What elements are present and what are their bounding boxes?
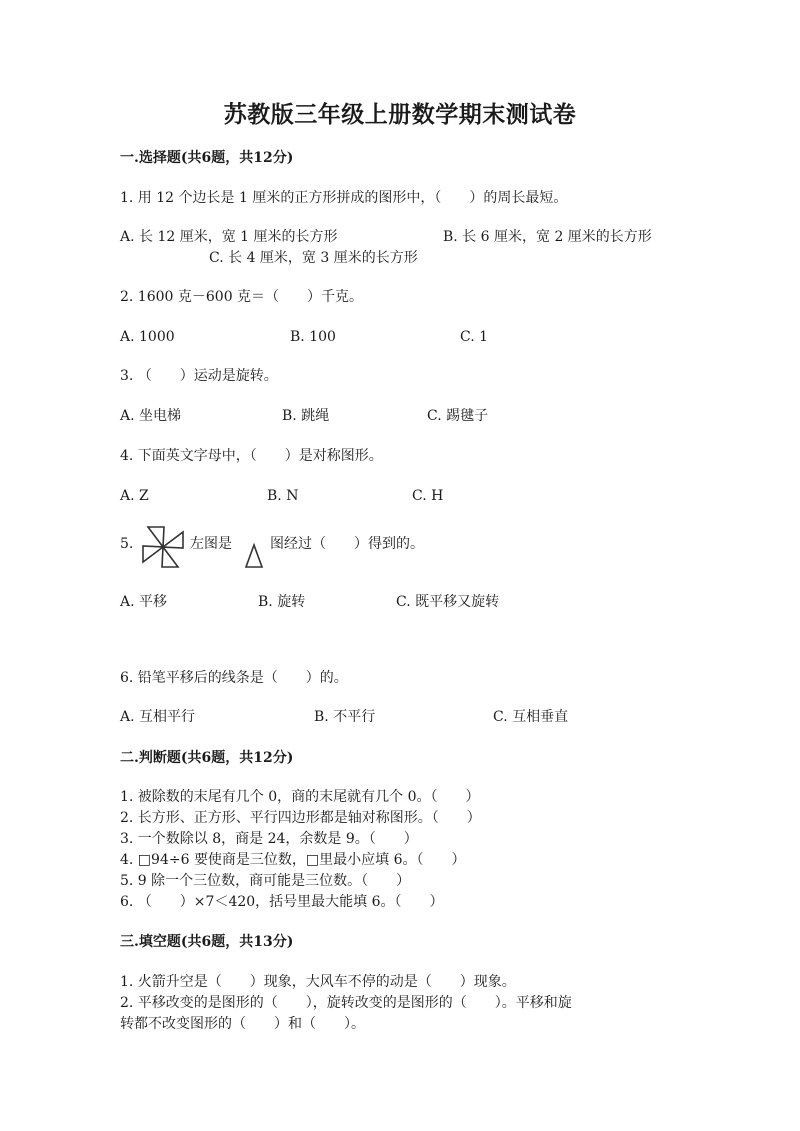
q1-option-b: B. 长 6 厘米，宽 2 厘米的长方形 [443,229,652,245]
tf-item: 4. □94÷6 要使商是三位数，□里最小应填 6。（ ） [120,852,466,868]
q5-text-part2: 图经过（ ）得到的。 [270,536,424,552]
question-2: 2. 1600 克－600 克＝（ ）千克。 [120,289,364,305]
q4-option-c: C. H [412,488,444,504]
q5-option-b: B. 旋转 [258,594,306,610]
fill-item-continued: 转都不改变图形的（ ）和（ ）。 [120,1016,365,1032]
pinwheel-figure [140,524,186,570]
q5-number: 5. [120,536,134,552]
section-heading-true-false: 二.判断题(共6题，共12分) [120,750,294,766]
tf-item: 1. 被除数的末尾有几个 0，商的末尾就有几个 0。（ ） [120,789,480,805]
q5-option-c: C. 既平移又旋转 [396,594,500,610]
tf-item: 3. 一个数除以 8，商是 24，余数是 9。（ ） [120,831,418,847]
q6-option-b: B. 不平行 [314,709,376,725]
tf-item: 5. 9 除一个三位数，商可能是三位数。（ ） [120,873,411,889]
fill-item: 1. 火箭升空是（ ）现象，大风车不停的动是（ ）现象。 [120,974,516,990]
q2-option-c: C. 1 [460,329,489,345]
section-heading-fill-blank: 三.填空题(共6题，共13分) [120,934,294,950]
question-1: 1. 用 12 个边长是 1 厘米的正方形拼成的图形中，（ ）的周长最短。 [120,190,568,206]
triangle-figure [245,544,263,568]
q3-option-a: A. 坐电梯 [120,408,182,424]
q5-option-a: A. 平移 [120,594,168,610]
q3-option-c: C. 踢毽子 [427,408,489,424]
tf-item: 2. 长方形、正方形、平行四边形都是轴对称图形。（ ） [120,810,481,826]
q6-option-a: A. 互相平行 [120,709,196,725]
question-4: 4. 下面英文字母中，（ ）是对称图形。 [120,448,383,464]
q5-text-part1: 左图是 [190,536,232,552]
q3-option-b: B. 跳绳 [282,408,330,424]
section-heading-choice: 一.选择题(共6题，共12分) [120,150,294,166]
q6-option-c: C. 互相垂直 [493,709,569,725]
fill-item: 2. 平移改变的是图形的（ ），旋转改变的是图形的（ ）。平移和旋 [120,995,572,1011]
q4-option-a: A. Z [120,488,149,504]
page-title: 苏教版三年级上册数学期末测试卷 [223,101,577,128]
q1-option-c: C. 长 4 厘米，宽 3 厘米的长方形 [209,250,418,266]
q2-option-b: B. 100 [290,329,336,345]
question-3: 3. （ ）运动是旋转。 [120,368,278,384]
q2-option-a: A. 1000 [120,329,175,345]
q4-option-b: B. N [267,488,299,504]
q1-option-a: A. 长 12 厘米，宽 1 厘米的长方形 [120,229,338,245]
question-6: 6. 铅笔平移后的线条是（ ）的。 [120,670,348,686]
tf-item: 6. （ ）×7＜420，括号里最大能填 6。（ ） [120,894,444,910]
